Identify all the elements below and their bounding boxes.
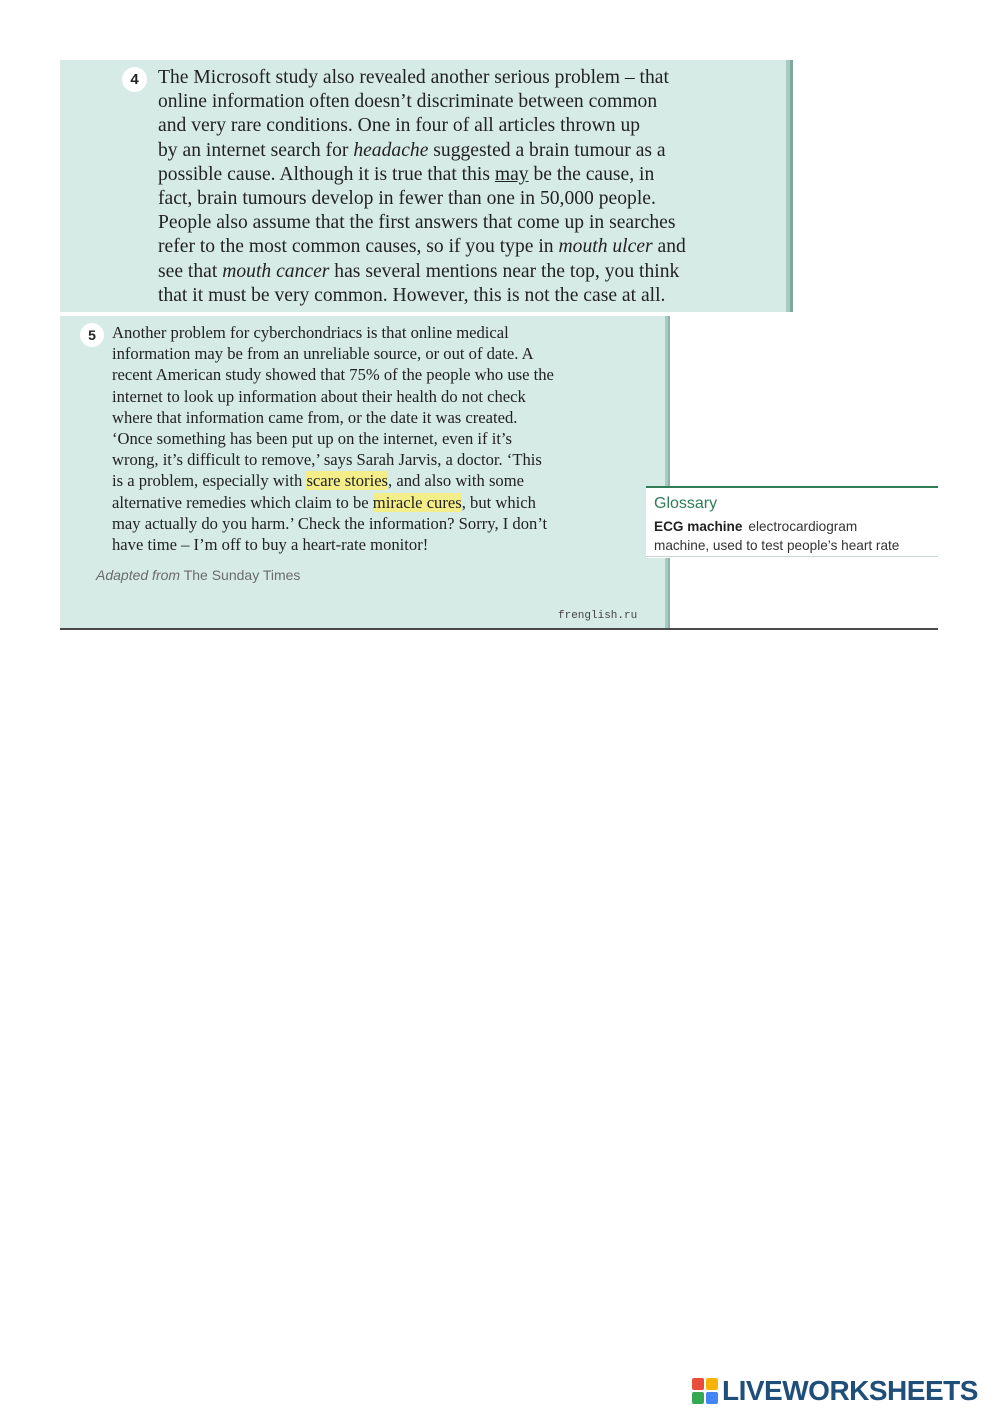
text-run: and — [652, 236, 686, 258]
text-run: where that information came from, or the date it was created. — [112, 407, 518, 427]
paragraph-4-side-rule-dark — [790, 60, 793, 312]
text-run: , but which — [461, 492, 536, 512]
text-line — [158, 66, 782, 90]
text-line — [112, 322, 662, 343]
text-line — [112, 407, 662, 428]
underlined-word: may — [494, 163, 529, 185]
text-run: , and also with some — [388, 471, 524, 491]
paragraph-5-side-rule-dark — [668, 316, 670, 629]
italic-term: mouth cancer — [222, 260, 330, 282]
text-run: suggested a brain tumour as a — [428, 139, 666, 161]
text-run: fact, brain tumours develop in fewer than one in 50,000 people. — [158, 188, 656, 210]
glossary-definition-line-1: electrocardiogram — [748, 519, 858, 534]
text-line — [112, 386, 662, 407]
glossary-entry — [654, 517, 938, 555]
text-line — [158, 187, 782, 211]
text-line — [112, 513, 662, 534]
text-run: by an internet search for — [158, 139, 354, 161]
italic-term: mouth ulcer — [558, 236, 653, 258]
text-run: People also assume that the first answers that come up in searches — [158, 212, 676, 234]
logo-squares-icon — [692, 1378, 718, 1404]
text-run: see that — [158, 260, 223, 282]
text-run: that it must be very common. However, this is not the case at all. — [158, 284, 666, 306]
text-run: recent American study showed that 75% of the people who use the — [112, 365, 554, 385]
paragraph-4-text — [158, 66, 782, 308]
glossary-title: Glossary — [654, 495, 718, 512]
paragraph-5-number-badge: 5 — [80, 323, 104, 347]
text-line — [112, 449, 662, 470]
logo-square — [692, 1378, 704, 1390]
text-run: may actually do you harm.’ Check the information? Sorry, I don’t — [112, 513, 548, 533]
attribution-prefix: Adapted from — [96, 567, 181, 583]
text-line — [112, 364, 662, 385]
logo-square — [706, 1378, 718, 1390]
glossary-box — [646, 486, 938, 558]
text-line — [158, 284, 782, 308]
text-run: is a problem, especially with — [112, 471, 307, 491]
text-run: alternative remedies which claim to be — [112, 492, 373, 512]
paragraph-4-number-badge: 4 — [122, 67, 147, 92]
text-run: have time – I’m off to buy a heart-rate monitor! — [112, 535, 429, 555]
text-run: refer to the most common causes, so if you type in — [158, 236, 559, 258]
italic-term: headache — [353, 139, 429, 161]
bottom-divider — [60, 628, 938, 630]
text-line — [158, 114, 782, 138]
text-run: ‘Once something has been put up on the internet, even if it’s — [112, 429, 512, 449]
attribution-source: The Sunday Times — [183, 567, 301, 583]
logo-text: LIVEWORKSHEETS — [722, 1375, 978, 1406]
highlighted-phrase: miracle cures — [372, 492, 462, 512]
text-run: possible cause. Although it is true that this — [158, 163, 495, 185]
logo-square — [692, 1392, 704, 1404]
paragraph-5-text — [112, 322, 662, 555]
text-run: online information often doesn’t discriminate between common — [158, 91, 658, 113]
text-line — [112, 534, 662, 555]
text-run: information may be from an unreliable source, or out of date. A — [112, 344, 534, 364]
highlighted-phrase: scare stories — [306, 471, 389, 491]
text-line — [158, 90, 782, 114]
text-run: and very rare conditions. One in four of all articles thrown up — [158, 115, 641, 137]
glossary-term: ECG machine — [654, 519, 743, 534]
text-line — [158, 260, 782, 284]
liveworksheets-logo — [692, 1374, 978, 1408]
text-line — [112, 343, 662, 364]
text-run: has several mentions near the top, you think — [329, 260, 680, 282]
text-line — [158, 139, 782, 163]
text-line — [158, 163, 782, 187]
text-line — [158, 235, 782, 259]
text-run: be the cause, in — [528, 163, 655, 185]
text-run: internet to look up information about their health do not check — [112, 386, 526, 406]
watermark-url: frenglish.ru — [558, 610, 638, 622]
text-run: The Microsoft study also revealed another serious problem – that — [158, 67, 669, 88]
text-run: wrong, it’s difficult to remove,’ says Sarah Jarvis, a doctor. ‘This — [112, 450, 542, 470]
glossary-definition-line-2: machine, used to test people’s heart rate — [654, 538, 900, 553]
text-line — [158, 211, 782, 235]
text-run: Another problem for cyberchondriacs is that online medical — [112, 323, 509, 342]
logo-square — [706, 1392, 718, 1404]
text-line — [112, 428, 662, 449]
text-line — [112, 470, 662, 491]
text-line — [112, 492, 662, 513]
glossary-bottom-rule — [646, 556, 938, 557]
source-attribution — [96, 567, 300, 583]
